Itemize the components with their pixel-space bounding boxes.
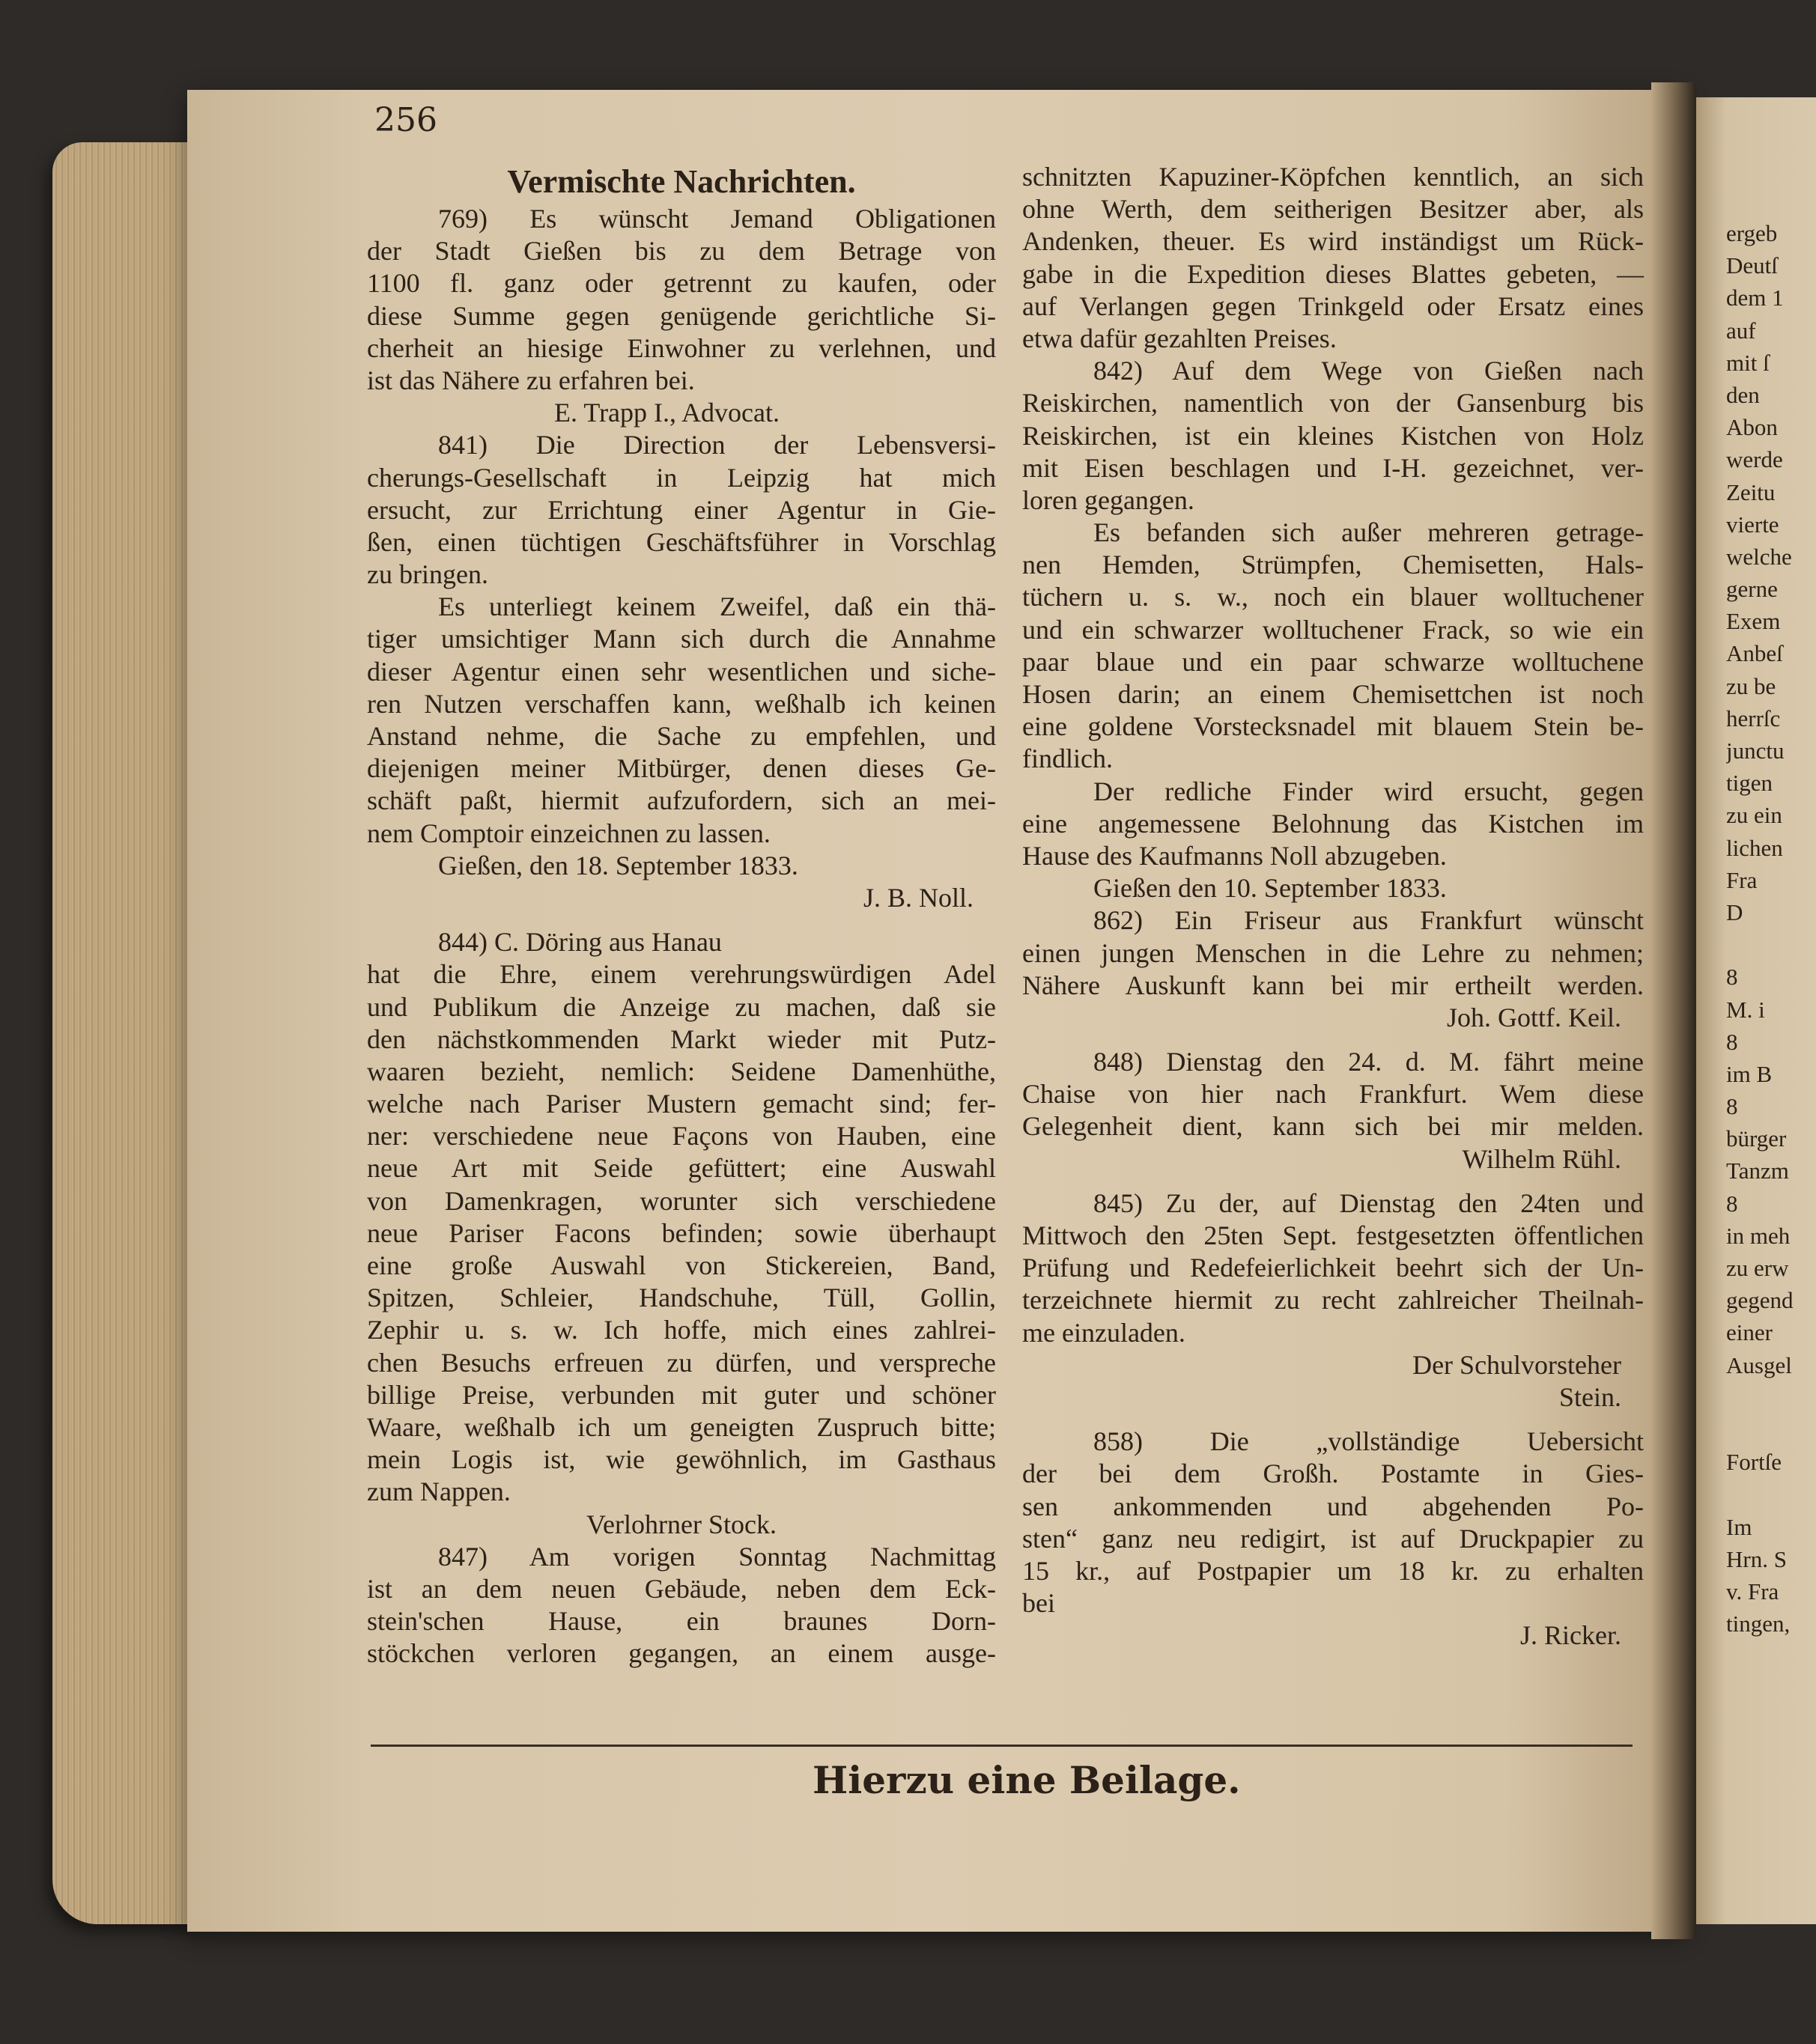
text-line: ren Nutzen verschaffen kann, weßhalb ich keinen (367, 688, 996, 719)
text-line: E. Trapp I., Advocat. (554, 398, 780, 428)
text-line: Hosen darin; an einem Chemisettchen ist noch (1022, 679, 1644, 709)
fragment-line: Ausgel (1726, 1351, 1792, 1378)
text-line: tüchern u. s. w., noch ein blauer wolltuchener (1022, 582, 1644, 612)
text-line: dieser Agentur einen sehr wesentlichen und siche- (367, 656, 996, 687)
text-line: Nähere Auskunft kann bei mir ertheilt werden. (1022, 970, 1644, 1000)
text-line: Prüfung und Redefeierlichkeit beehrt sich der Un- (1022, 1253, 1644, 1283)
fragment-line: gegend (1726, 1287, 1794, 1314)
text-line: loren gegangen. (1022, 484, 1194, 515)
fragment-line: 8 (1726, 964, 1738, 991)
fragment-line: Fra (1726, 866, 1758, 893)
text-line: Hause des Kaufmanns Noll abzugeben. (1022, 840, 1447, 871)
fragment-line: Hrn. S (1726, 1545, 1787, 1572)
text-line: Chaise von hier nach Frankfurt. Wem diese (1022, 1079, 1644, 1110)
text-line: diese Summe gegen genügende gerichtliche Si- (367, 300, 996, 331)
text-line: auf Verlangen gegen Trinkgeld oder Ersatz eines (1022, 291, 1644, 321)
text-line: terzeichnete hiermit zu recht zahlreicher Theilnah- (1022, 1285, 1644, 1315)
fragment-line (1726, 1478, 1816, 1510)
text-line: Anstand nehme, die Sache zu empfehlen, und (367, 721, 996, 751)
text-line: ßen, einen tüchtigen Geschäftsführer in Vorschlag (367, 526, 996, 557)
text-line: der bei dem Großh. Postamte in Gies- (1022, 1459, 1644, 1489)
text-line: zu bringen. (367, 559, 488, 590)
text-line: Stein. (1558, 1381, 1621, 1412)
text-line: ohne Werth, dem seitherigen Besitzer aber, als (1022, 194, 1644, 225)
right-column (1022, 161, 1644, 1652)
fragment-line: M. i (1726, 996, 1765, 1023)
text-line: 847) Am vorigen Sonntag Nachmittag (438, 1541, 996, 1572)
text-line: Es unterliegt keinem Zweifel, daß ein thä- (438, 591, 996, 622)
text-line: Gießen, den 18. September 1833. (438, 850, 798, 880)
text-line: von Damenkragen, worunter sich verschiedene (367, 1185, 996, 1216)
text-line: 841) Die Direction der Lebensversi- (438, 430, 996, 460)
text-line: stein'schen Hause, ein braunes Dorn- (367, 1606, 996, 1637)
text-line: Der Schulvorsteher (1412, 1349, 1621, 1380)
fragment-line: Abon (1726, 414, 1778, 441)
fragment-line: Zeitu (1726, 478, 1776, 505)
text-line: ner: verschiedene neue Façons von Hauben, eine (367, 1121, 996, 1152)
text-line: mein Logis ist, wie gewöhnlich, im Gasthaus (367, 1444, 996, 1475)
text-line: Der redliche Finder wird ersucht, gegen (1093, 776, 1644, 806)
fragment-line: bürger (1726, 1125, 1787, 1152)
text-line: me einzuladen. (1022, 1317, 1185, 1348)
text-line: chen Besuchs erfreuen zu dürfen, und verspreche (367, 1347, 996, 1378)
text-line: hat die Ehre, einem verehrungswürdigen Adel (367, 959, 996, 990)
fragment-line: Fortſe (1726, 1449, 1782, 1476)
fragment-line: im B (1726, 1060, 1773, 1087)
book-gutter (1651, 82, 1696, 1939)
fragment-line: den (1726, 381, 1760, 408)
text-line: Verlohrner Stock. (586, 1509, 777, 1539)
text-line: ersucht, zur Errichtung einer Agentur in Gie- (367, 494, 996, 525)
fragment-line: Anbeſ (1726, 640, 1783, 667)
text-line: einen jungen Menschen in die Lehre zu nehmen; (1022, 937, 1644, 968)
fragment-line: 8 (1726, 1190, 1738, 1217)
text-line: den nächstkommenden Markt wieder mit Putz- (367, 1023, 996, 1054)
fragment-line (1726, 1381, 1816, 1414)
text-line: sen ankommenden und abgehenden Po- (1022, 1491, 1644, 1521)
text-line: cherungs-Gesellschaft in Leipzig hat mich (367, 462, 996, 493)
text-line: etwa dafür gezahlten Preises. (1022, 323, 1337, 353)
facing-page-text (1726, 217, 1816, 1640)
text-line: ist an dem neuen Gebäude, neben dem Eck- (367, 1573, 996, 1604)
fragment-line: gerne (1726, 576, 1778, 603)
text-line: Reiskirchen, namentlich von der Gansenburg bis (1022, 388, 1644, 419)
text-line: J. B. Noll. (863, 882, 974, 913)
fragment-line: auf (1726, 317, 1756, 344)
fragment-line: mit ſ (1726, 349, 1770, 376)
text-line: nem Comptoir einzeichnen zu lassen. (367, 818, 771, 848)
text-line: Gießen den 10. September 1833. (1093, 873, 1447, 904)
fragment-line: zu be (1726, 672, 1776, 699)
text-line: 844) C. Döring aus Hanau (438, 927, 722, 958)
fragment-line (1726, 928, 1816, 961)
text-line: 769) Es wünscht Jemand Obligationen (438, 204, 996, 234)
fragment-line: lichen (1726, 834, 1783, 861)
fragment-line: in meh (1726, 1222, 1791, 1249)
text-line (367, 914, 996, 926)
text-line: neue Art mit Seide gefüttert; eine Auswahl (367, 1153, 996, 1184)
text-line: und Publikum die Anzeige zu machen, daß sie (367, 991, 996, 1022)
text-line: neue Pariser Facons befinden; sowie überhaupt (367, 1217, 996, 1248)
text-line: billige Preise, verbunden mit guter und schöner (367, 1379, 996, 1410)
text-line: mit Eisen beschlagen und I-H. gezeichnet, ver- (1022, 452, 1644, 483)
text-line: bei (1022, 1588, 1055, 1619)
text-line: zum Nappen. (367, 1476, 511, 1507)
fragment-line: welche (1726, 543, 1792, 570)
text-line: 15 kr., auf Postpapier um 18 kr. zu erhalten (1022, 1555, 1644, 1586)
fragment-line: herrſc (1726, 705, 1781, 731)
text-line: Joh. Gottf. Keil. (1447, 1002, 1621, 1032)
text-line: schnitzten Kapuziner-Köpfchen kenntlich, an sich (1022, 162, 1644, 192)
fragment-line: Deutſ (1726, 252, 1778, 279)
text-line (1022, 1175, 1644, 1187)
text-line: gabe in die Expedition dieses Blattes gebeten, — (1022, 258, 1644, 289)
fragment-line: zu erw (1726, 1255, 1789, 1281)
fragment-line: 8 (1726, 1093, 1738, 1120)
text-line: nen Hemden, Strümpfen, Chemisetten, Hals- (1022, 550, 1644, 580)
text-line: Spitzen, Schleier, Handschuhe, Tüll, Gollin, (367, 1283, 996, 1313)
text-line: 848) Dienstag den 24. d. M. fährt meine (1093, 1047, 1644, 1077)
text-line: stöckchen verloren gegangen, an einem ausge- (367, 1638, 996, 1669)
text-line: sten“ ganz neu redigirt, ist auf Druckpapier zu (1022, 1523, 1644, 1554)
text-line (1022, 1034, 1644, 1046)
text-line: eine angemessene Belohnung das Kistchen im (1022, 808, 1644, 839)
text-line: eine goldene Vorstecksnadel mit blauem Stein be- (1022, 711, 1644, 742)
text-line: und ein schwarzer wolltuchener Frack, so wie ein (1022, 614, 1644, 645)
fragment-line: Exem (1726, 608, 1781, 635)
text-line: diejenigen meiner Mitbürger, denen dieses Ge- (367, 753, 996, 784)
text-line: der Stadt Gießen bis zu dem Betrage von (367, 236, 996, 267)
text-line: 862) Ein Friseur aus Frankfurt wünscht (1093, 905, 1644, 936)
text-line: J. Ricker. (1520, 1620, 1621, 1651)
left-column (367, 161, 996, 1670)
text-line: findlich. (1022, 743, 1113, 774)
text-line: 858) Die „vollständige Uebersicht (1093, 1426, 1644, 1457)
fragment-line: D (1726, 898, 1743, 925)
fragment-line: junctu (1726, 737, 1785, 764)
text-line: Waare, weßhalb ich um geneigten Zuspruch bitte; (367, 1411, 996, 1442)
text-line: Wilhelm Rühl. (1462, 1143, 1621, 1174)
text-line: eine große Auswahl von Stickereien, Band, (367, 1250, 996, 1280)
fragment-line: ergeb (1726, 220, 1778, 246)
text-line: welche nach Pariser Mustern gemacht sind; fer- (367, 1089, 996, 1119)
text-line: waaren bezieht, nemlich: Seidene Damenhüthe, (367, 1056, 996, 1086)
fragment-line: einer (1726, 1319, 1773, 1346)
text-line: 1100 fl. ganz oder getrennt zu kaufen, oder (367, 268, 996, 299)
text-line: 845) Zu der, auf Dienstag den 24ten und (1093, 1187, 1644, 1218)
text-line: Reiskirchen, ist ein kleines Kistchen von Holz (1022, 420, 1644, 451)
text-line: Zephir u. s. w. Ich hoffe, mich eines zahlrei- (367, 1315, 996, 1345)
fragment-line: zu ein (1726, 802, 1782, 829)
page-number: 256 (374, 101, 437, 139)
fragment-line: Im (1726, 1513, 1752, 1540)
text-line: paar blaue und ein paar schwarze wolltuchene (1022, 646, 1644, 677)
footer-rule (371, 1745, 1633, 1747)
book-page-stack (52, 142, 202, 1924)
text-line: cherheit an hiesige Einwohner zu verlehnen, und (367, 332, 996, 363)
text-line: Vermischte Nachrichten. (507, 163, 856, 200)
fragment-line: tigen (1726, 770, 1773, 797)
text-line: Gelegenheit dient, kann sich bei mir melden. (1022, 1111, 1644, 1142)
fragment-line: Tanzm (1726, 1158, 1789, 1184)
fragment-line: tingen, (1726, 1610, 1791, 1637)
fragment-line: werde (1726, 446, 1783, 473)
fragment-line: v. Fra (1726, 1578, 1779, 1605)
text-line: Mittwoch den 25ten Sept. festgesetzten öffentlichen (1022, 1220, 1644, 1250)
text-line: ist das Nähere zu erfahren bei. (367, 365, 695, 395)
fragment-line: dem 1 (1726, 285, 1784, 311)
text-line: Es befanden sich außer mehreren getrage- (1093, 517, 1644, 548)
footer-note: Hierzu eine Beilage. (813, 1758, 1241, 1802)
fragment-line (1726, 1414, 1816, 1446)
text-line: 842) Auf dem Wege von Gießen nach (1093, 356, 1644, 386)
fragment-line: vierte (1726, 511, 1779, 538)
text-line: schäft paßt, hiermit aufzufordern, sich an mei- (367, 785, 996, 816)
text-line (1022, 1414, 1644, 1426)
text-line: tiger umsichtiger Mann sich durch die Annahme (367, 624, 996, 654)
text-line: Andenken, theuer. Es wird inständigst um Rück- (1022, 226, 1644, 257)
fragment-line: 8 (1726, 1028, 1738, 1055)
